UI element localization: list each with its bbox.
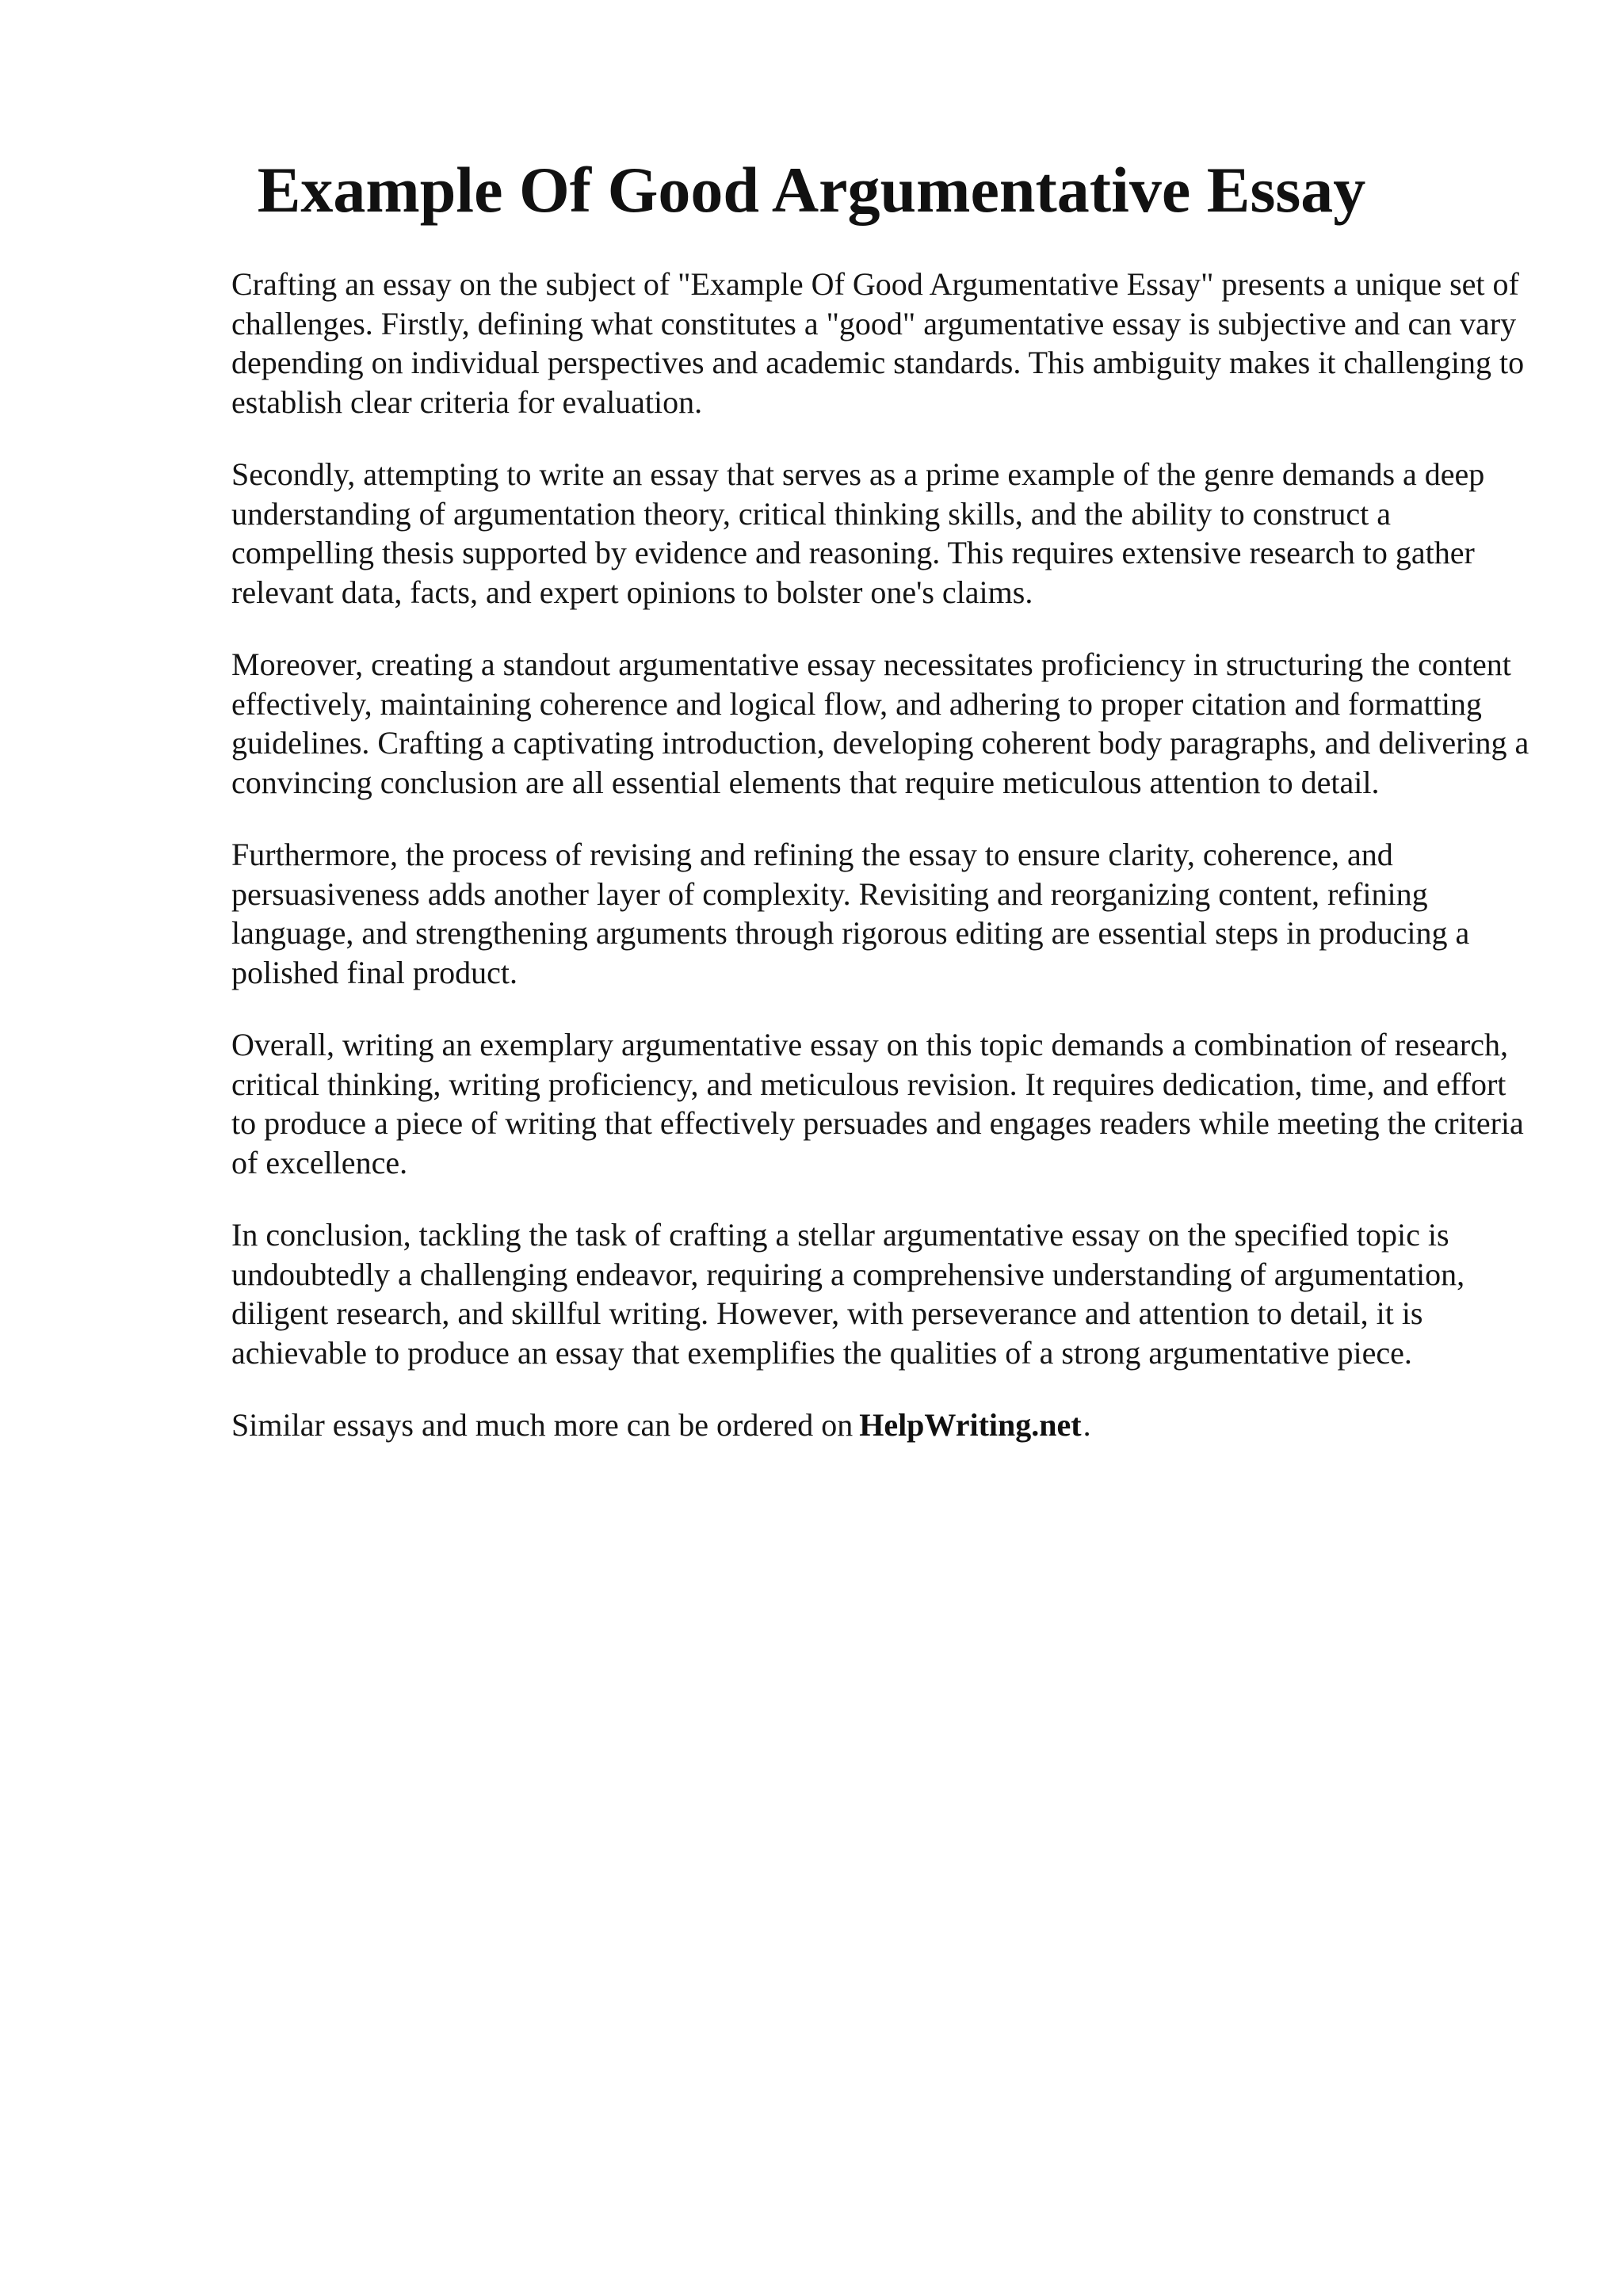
paragraph-4: Furthermore, the process of revising and refining the essay to ensure clarity, coherence, and persuasiveness adds another layer of complexity. Revisiting and reorganizing content, refining language, and strengthening arguments through rigorous editing are essential steps in producing a polished final product. [231,837,1470,990]
paragraph-1: Crafting an essay on the subject of "Example Of Good Argumentative Essay" presents a unique set of challenges. Firstly, defining what constitutes a "good" argumentative essay is subjective and can vary depending on individual perspectives and academic standards. This ambiguity makes it challenging to establish clear criteria for evaluation. [231,266,1525,420]
closing-suffix: . [1083,1407,1091,1443]
helpwriting-link[interactable]: HelpWriting.net [859,1407,1082,1443]
document-body [231,265,1531,1445]
paragraph-5: Overall, writing an exemplary argumentative essay on this topic demands a combination of research, critical thinking, writing proficiency, and meticulous revision. It requires dedication, time, and effort to produce a piece of writing that effectively persuades and engages readers while meeting the criteria of excellence. [231,1027,1524,1180]
paragraph-2: Secondly, attempting to write an essay that serves as a prime example of the genre demands a deep understanding of argumentation theory, critical thinking skills, and the ability to construct a compelling thesis supported by evidence and reasoning. This requires extensive research to gather relevant data, facts, and expert opinions to bolster one's claims. [231,456,1485,610]
paragraph-6: In conclusion, tackling the task of crafting a stellar argumentative essay on the specified topic is undoubtedly a challenging endeavor, requiring a comprehensive understanding of argumentation, diligent research, and skillful writing. However, with perseverance and attention to detail, it is achievable to produce an essay that exemplifies the qualities of a strong argumentative piece. [231,1217,1465,1371]
paragraph-3: Moreover, creating a standout argumentative essay necessitates proficiency in structuring the content effectively, maintaining coherence and logical flow, and adhering to proper citation and formatting guidelines. Crafting a captivating introduction, developing coherent body paragraphs, and delivering a convincing conclusion are all essential elements that require meticulous attention to detail. [231,646,1529,800]
closing-prefix: Similar essays and much more can be ordered on [231,1407,854,1443]
document-title: Example Of Good Argumentative Essay [257,154,1366,226]
closing-line [231,1405,1531,1445]
